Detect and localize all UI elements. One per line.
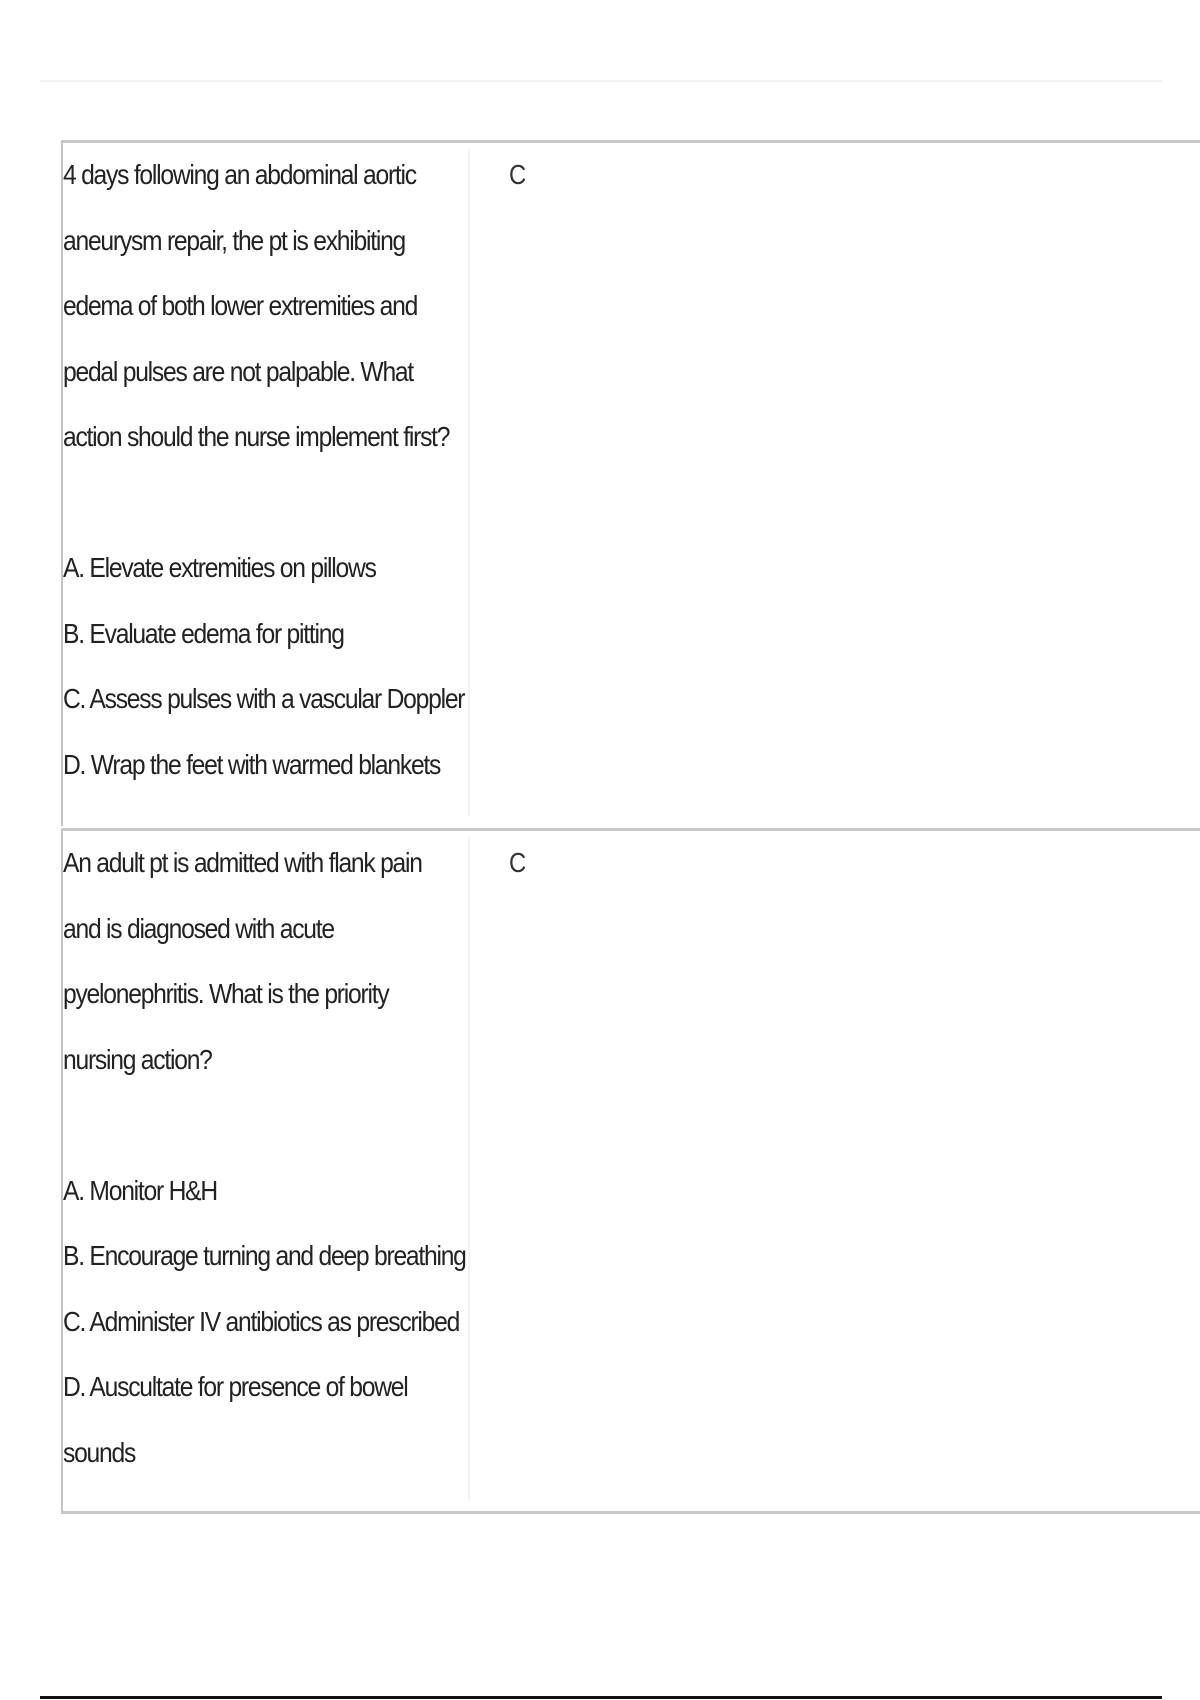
blank-line [63,1105,468,1171]
column-divider [468,149,470,816]
question-line: and is diagnosed with acute [63,912,334,944]
question-line: An adult pt is admitted with flank pain [63,847,422,878]
question-line: 4 days following an abdominal aortic [63,159,416,190]
option-b: B. Encourage turning and deep breathing [63,1240,466,1271]
option-b: B. Evaluate edema for pitting [63,617,344,649]
flashcard-2[interactable] [61,828,1200,1514]
option-c: C. Administer IV antibiotics as prescribed [63,1305,460,1337]
flashcard-2-term [63,831,468,1498]
question-line: aneurysm repair, the pt is exhibiting [63,224,406,256]
question-line: pyelonephritis. What is the priority [63,978,389,1009]
option-a: A. Elevate extremities on pillows [63,552,376,583]
blank-line [63,483,468,549]
question-line: action should the nurse implement first? [63,421,450,452]
option-c: C. Assess pulses with a vascular Doppler [63,683,465,714]
top-divider [40,80,1162,82]
option-d: D. Auscultate for presence of bowel [63,1371,408,1402]
bottom-divider [40,1696,1162,1699]
column-divider [468,837,470,1501]
flashcard-1-term [63,143,468,810]
question-line: pedal pulses are not palpable. What [63,355,414,387]
question-line: nursing action? [63,1043,212,1075]
flashcard-1-answer: C [509,159,527,190]
option-d: D. Wrap the feet with warmed blankets [63,748,441,780]
flashcard-1[interactable] [61,140,1200,826]
question-line: edema of both lower extremities and [63,290,418,321]
flashcard-2-answer: C [509,847,527,878]
option-a: A. Monitor H&H [63,1174,217,1206]
option-d-continued: sounds [63,1436,136,1468]
